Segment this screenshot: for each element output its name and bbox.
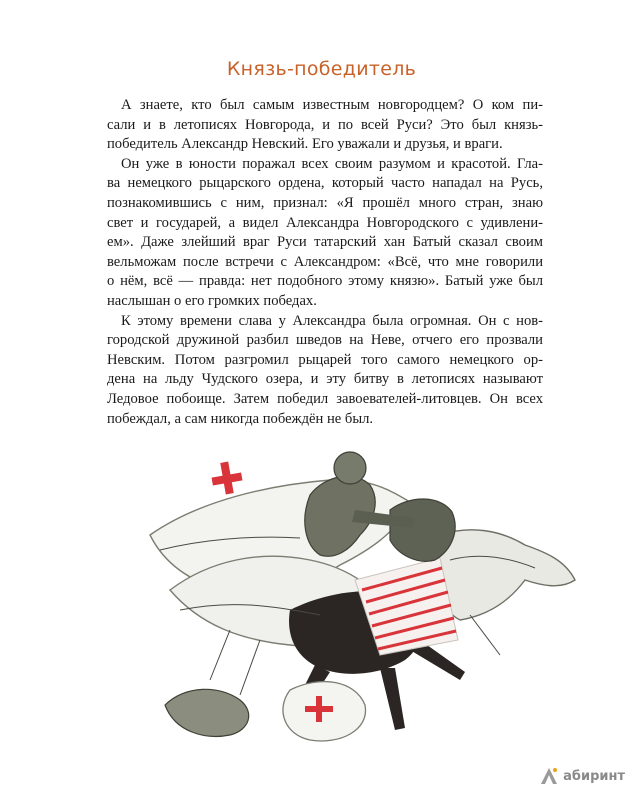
text-line: познакомившись с ним, признал: «Я прошёл много стран, знаю: [107, 194, 543, 211]
rider-shape: [390, 499, 455, 561]
text-line: Ледовое побоище. Затем победил завоевателей-литовцев. Он всех: [107, 390, 543, 407]
text-line: сали и в летописях Новгорода, и по всей Руси? Это был князь-: [107, 116, 543, 133]
text-line: победитель Александр Невский. Его уважали и друзья, и враги.: [107, 136, 503, 153]
paragraph: [107, 312, 543, 430]
text-line: Он уже в юности поражал всех своим разумом и красотой. Гла-: [121, 155, 543, 172]
watermark-text: абиринт: [563, 768, 625, 784]
horse-shape: [436, 530, 575, 620]
text-line: наслышан о его громких победах.: [107, 292, 317, 309]
helmet-shape: [334, 452, 366, 484]
text-line: городской дружиной разбил шведов на Неве, отчего его прозвали: [107, 332, 543, 349]
red-cross-icon: [212, 462, 243, 495]
text-line: К этому времени слава у Александра была огромная. Он с нов-: [121, 312, 543, 329]
text-line: ем». Даже злейший враг Руси татарский хан Батый сказал своим: [107, 234, 543, 251]
text-line: свет и государей, а видел Александра Новгородского с удивлени-: [107, 214, 543, 231]
paragraph: [107, 155, 543, 312]
text-line: ва немецкого рыцарского ордена, который часто нападал на Русь,: [107, 175, 543, 192]
text-line: дена на льду Чудского озера, и эту битву в летописях называют: [107, 371, 543, 388]
text-line: Невским. Потом разгромил рыцарей того самого немецкого ор-: [107, 351, 543, 368]
watermark: [539, 766, 625, 786]
paragraph: [107, 96, 543, 155]
labirint-logo-icon: [539, 766, 559, 786]
fallen-knight-shape: [165, 689, 249, 736]
chapter-title: Князь-победитель: [226, 58, 417, 80]
horse-leg: [380, 668, 405, 730]
battle-illustration: [140, 440, 580, 750]
text-line: побеждал, а сам никогда побеждён не был.: [107, 410, 374, 427]
text-line: А знаете, кто был самым известным новгородцем? О ком пи-: [121, 97, 543, 113]
text-line: вельможам после встречи с Александром: «Всё, что мне говорили: [107, 253, 543, 270]
body-text: [107, 96, 543, 429]
text-line: о нём, всё — правда: нет подобного этому князю». Батый уже был: [107, 273, 543, 290]
